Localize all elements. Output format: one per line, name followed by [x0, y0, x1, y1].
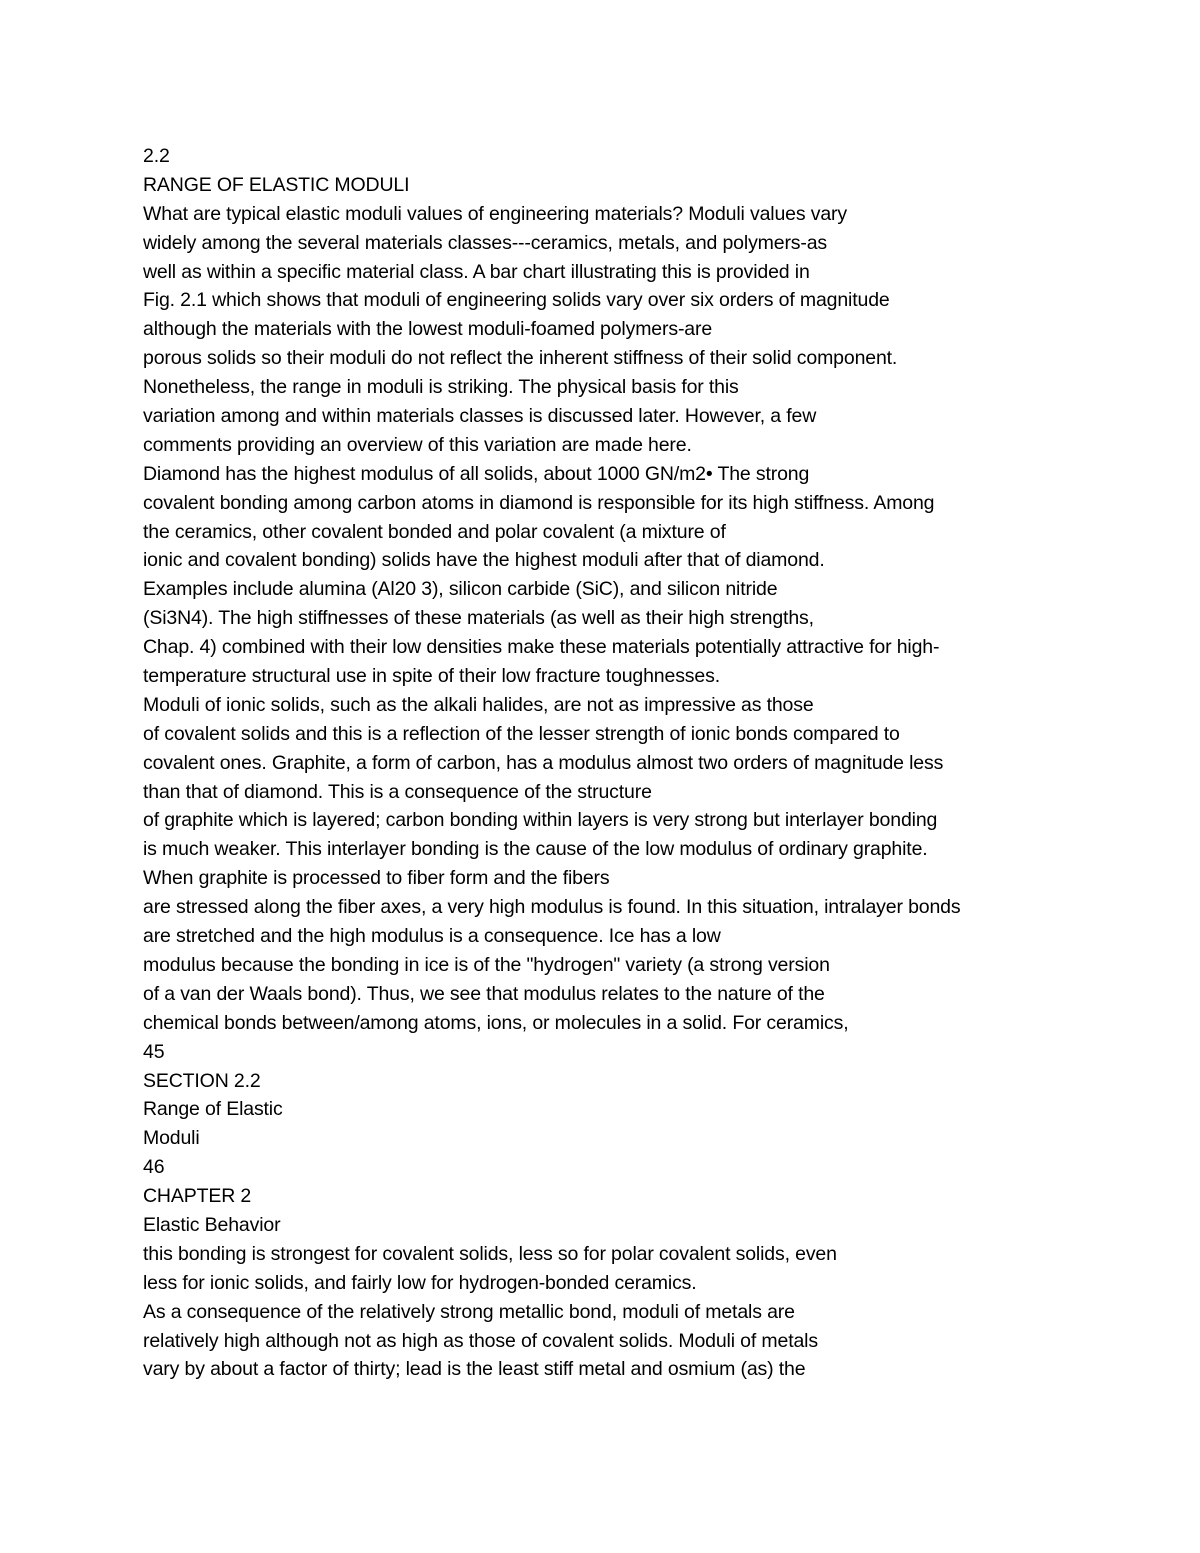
- text-line: is much weaker. This interlayer bonding is the cause of the low modulus of ordinary graphite.: [143, 838, 928, 861]
- running-header-section: SECTION 2.2: [143, 1069, 261, 1092]
- text-line: variation among and within materials classes is discussed later. However, a few: [143, 405, 817, 428]
- text-line: vary by about a factor of thirty; lead is the least stiff metal and osmium (as) the: [143, 1358, 806, 1381]
- text-line: Chap. 4) combined with their low densities make these materials potentially attractive for high-: [143, 636, 940, 659]
- running-header-title: Range of Elastic: [143, 1098, 283, 1121]
- text-line: although the materials with the lowest moduli-foamed polymers-are: [143, 318, 713, 341]
- text-line: relatively high although not as high as those of covalent solids. Moduli of metals: [143, 1329, 818, 1352]
- text-line: Fig. 2.1 which shows that moduli of engineering solids vary over six orders of magnitude: [143, 289, 890, 312]
- text-line: When graphite is processed to fiber form and the fibers: [143, 867, 610, 890]
- text-line: this bonding is strongest for covalent solids, less so for polar covalent solids, even: [143, 1242, 837, 1265]
- text-line: well as within a specific material class. A bar chart illustrating this is provided in: [143, 260, 810, 283]
- text-line: As a consequence of the relatively strong metallic bond, moduli of metals are: [143, 1300, 795, 1323]
- text-line: of covalent solids and this is a reflection of the lesser strength of ionic bonds compared to: [143, 722, 900, 745]
- running-header-title: Moduli: [143, 1127, 200, 1150]
- text-line: porous solids so their moduli do not reflect the inherent stiffness of their solid component.: [143, 347, 898, 370]
- text-line: of graphite which is layered; carbon bonding within layers is very strong but interlayer bonding: [143, 809, 938, 832]
- text-line: are stressed along the fiber axes, a very high modulus is found. In this situation, intralayer bonds: [143, 896, 961, 919]
- document-text: [143, 142, 1153, 1384]
- page-number: 45: [143, 1040, 165, 1063]
- text-line: Moduli of ionic solids, such as the alkali halides, are not as impressive as those: [143, 693, 814, 716]
- text-line: of a van der Waals bond). Thus, we see that modulus relates to the nature of the: [143, 982, 825, 1005]
- running-header-title: Elastic Behavior: [143, 1213, 281, 1236]
- text-line: Examples include alumina (Al20 3), silicon carbide (SiC), and silicon nitride: [143, 578, 778, 601]
- text-line: are stretched and the high modulus is a consequence. Ice has a low: [143, 925, 721, 948]
- text-line: Nonetheless, the range in moduli is striking. The physical basis for this: [143, 376, 739, 399]
- page-number: 46: [143, 1156, 165, 1179]
- text-line: temperature structural use in spite of their low fracture toughnesses.: [143, 665, 720, 688]
- text-line: covalent ones. Graphite, a form of carbon, has a modulus almost two orders of magnitude less: [143, 751, 944, 774]
- text-line: comments providing an overview of this variation are made here.: [143, 433, 692, 456]
- text-line: the ceramics, other covalent bonded and polar covalent (a mixture of: [143, 520, 726, 543]
- text-line: chemical bonds between/among atoms, ions, or molecules in a solid. For ceramics,: [143, 1011, 849, 1034]
- text-line: covalent bonding among carbon atoms in diamond is responsible for its high stiffness. Among: [143, 491, 935, 514]
- text-line: less for ionic solids, and fairly low for hydrogen-bonded ceramics.: [143, 1271, 697, 1294]
- text-line: widely among the several materials classes---ceramics, metals, and polymers-as: [143, 231, 828, 254]
- text-line: ionic and covalent bonding) solids have the highest moduli after that of diamond.: [143, 549, 825, 572]
- section-title: RANGE OF ELASTIC MODULI: [143, 173, 410, 196]
- section-number: 2.2: [143, 145, 170, 167]
- text-line: modulus because the bonding in ice is of the "hydrogen" variety (a strong version: [143, 953, 830, 976]
- text-line: than that of diamond. This is a consequence of the structure: [143, 780, 652, 803]
- text-line: (Si3N4). The high stiffnesses of these materials (as well as their high strengths,: [143, 607, 814, 630]
- text-line: What are typical elastic moduli values of engineering materials? Moduli values vary: [143, 202, 847, 225]
- running-header-chapter: CHAPTER 2: [143, 1185, 252, 1208]
- text-line: Diamond has the highest modulus of all solids, about 1000 GN/m2• The strong: [143, 462, 810, 485]
